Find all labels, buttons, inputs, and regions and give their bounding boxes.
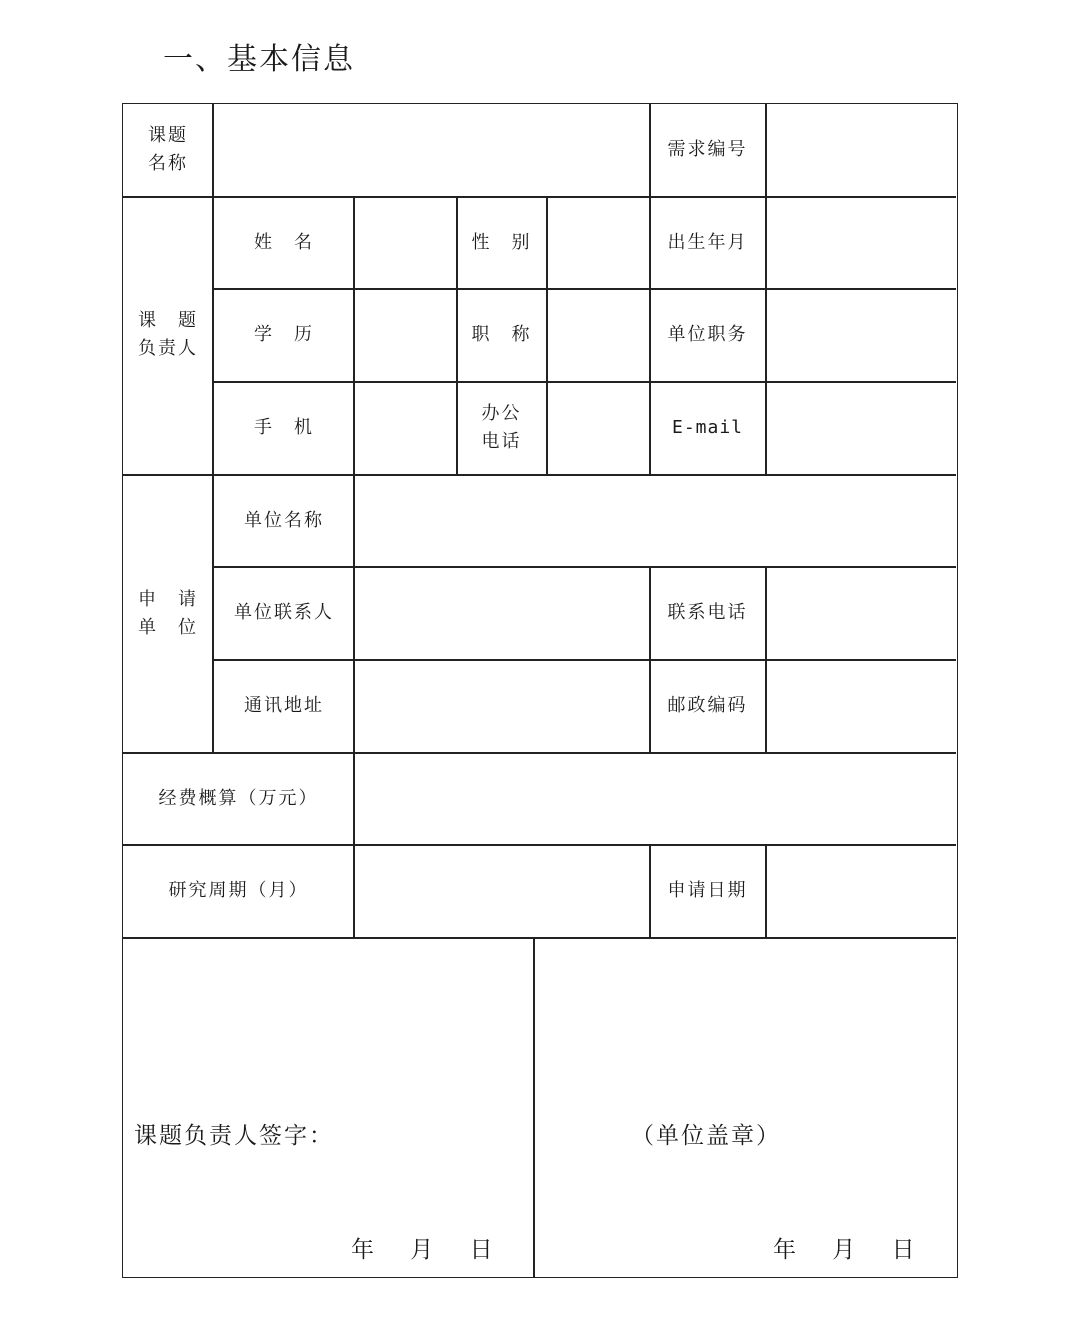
office-phone-field[interactable] (548, 382, 649, 474)
position-label: 单位职务 (667, 324, 748, 345)
name-label: 姓 名 (254, 231, 314, 253)
birth-field[interactable] (766, 197, 956, 288)
basic-info-form (122, 103, 958, 1278)
apply-date-field[interactable] (766, 845, 956, 937)
requirement-id-field[interactable] (766, 104, 956, 196)
name-field[interactable] (355, 197, 456, 288)
seal-date: 年 月 日 (773, 1237, 917, 1263)
email-label: E-mail (671, 417, 744, 438)
topic-name-label: 课题 名称 (148, 125, 188, 174)
postcode-field[interactable] (766, 660, 956, 752)
apply-date-label: 申请日期 (667, 880, 748, 901)
topic-name-field[interactable] (214, 104, 649, 196)
unit-name-label: 单位名称 (244, 509, 324, 531)
position-field[interactable] (766, 289, 956, 381)
gender-label: 性 别 (471, 231, 532, 253)
signature-area[interactable] (123, 938, 533, 1276)
address-label: 通讯地址 (244, 695, 324, 716)
requirement-id-label: 需求编号 (667, 139, 748, 160)
section-title: 一、基本信息 (163, 42, 355, 77)
mobile-label: 手 机 (254, 417, 314, 438)
unit-contact-label: 单位联系人 (234, 602, 334, 623)
seal-label: （单位盖章） (631, 1123, 781, 1149)
period-label: 研究周期（月） (168, 880, 309, 901)
education-field[interactable] (355, 289, 456, 381)
education-label: 学 历 (254, 324, 314, 345)
birth-label: 出生年月 (667, 231, 748, 253)
unit-group-label: 申 请 单 位 (138, 588, 198, 638)
budget-field[interactable] (355, 753, 956, 844)
signature-label: 课题负责人签字： (134, 1123, 334, 1149)
budget-label: 经费概算（万元） (158, 787, 319, 809)
seal-area[interactable] (535, 938, 956, 1276)
gender-field[interactable] (548, 197, 649, 288)
address-field[interactable] (355, 660, 649, 752)
title-field[interactable] (548, 289, 649, 381)
leader-group-label: 课 题 负责人 (138, 310, 198, 359)
unit-contact-field[interactable] (355, 567, 649, 659)
signature-date: 年 月 日 (351, 1237, 495, 1263)
contact-phone-label: 联系电话 (667, 602, 748, 623)
title-label: 职 称 (471, 324, 532, 345)
email-field[interactable] (766, 382, 956, 474)
contact-phone-field[interactable] (766, 567, 956, 659)
period-field[interactable] (355, 845, 649, 937)
unit-name-field[interactable] (355, 475, 956, 566)
mobile-field[interactable] (355, 382, 456, 474)
postcode-label: 邮政编码 (667, 695, 748, 716)
office-phone-label: 办公 电话 (481, 403, 522, 452)
